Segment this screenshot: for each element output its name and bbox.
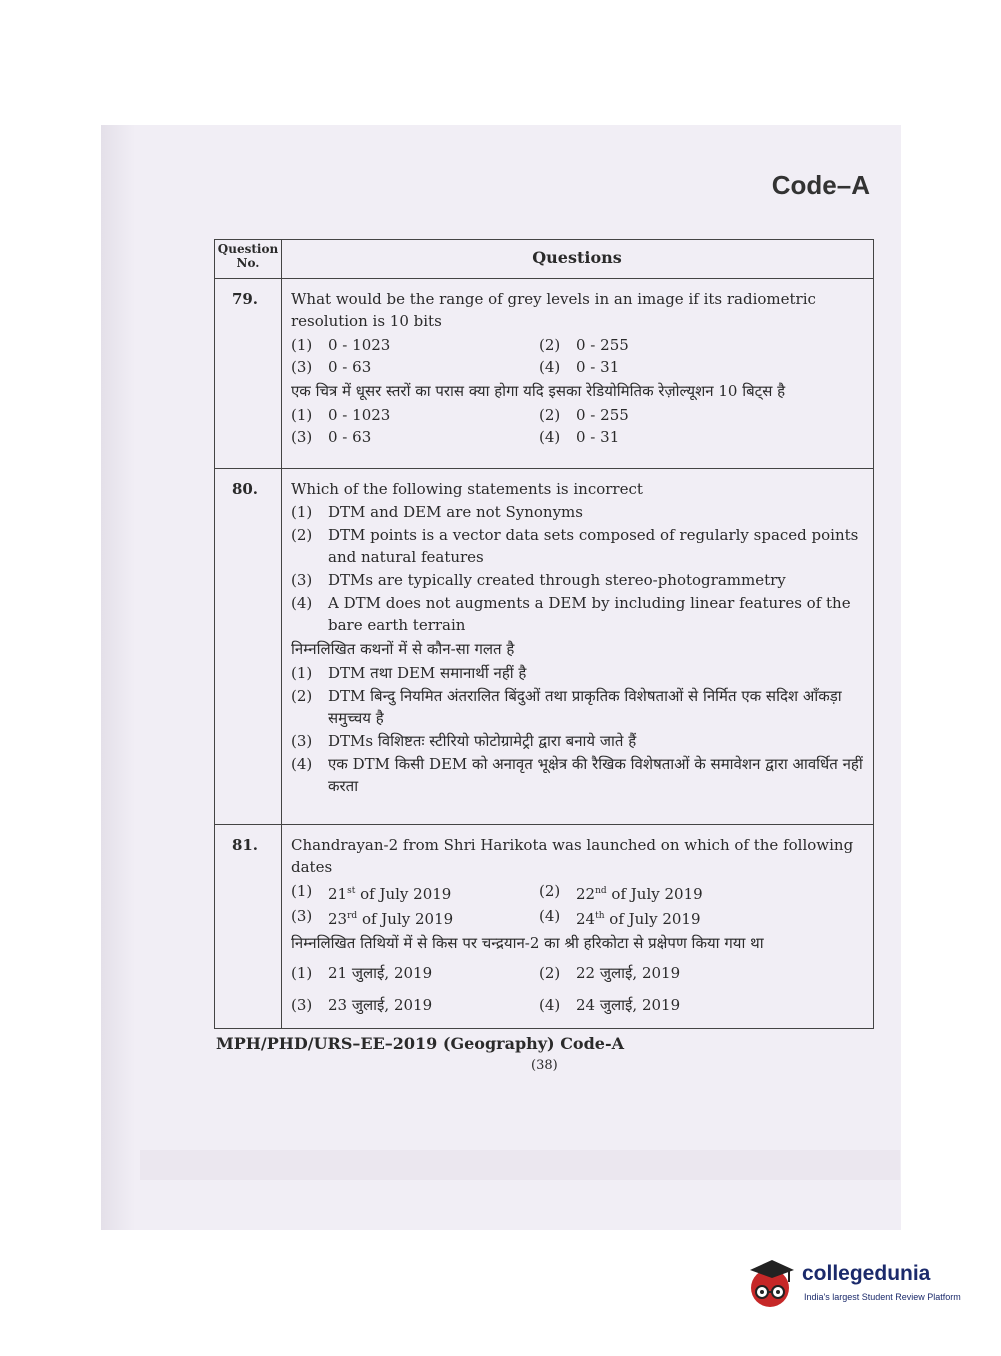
collegedunia-logo	[742, 1254, 972, 1314]
option: (2) DTM points is a vector data sets composed of regularly spaced points and natural features	[291, 526, 859, 566]
option: (2) DTM बिन्दु नियमित अंतरालित बिंदुओं तथा प्राकृतिक विशेषताओं से निर्मित एक सदिश आँकड़ा समुच्चय है	[291, 687, 842, 727]
option: (1) 21 जुलाई, 2019	[291, 964, 433, 982]
code-label: Code–A	[771, 170, 870, 200]
option: (4) 24 जुलाई, 2019	[539, 996, 681, 1014]
row-divider	[215, 824, 873, 825]
logo-tagline: India's largest Student Review Platform	[804, 1292, 961, 1302]
option: (1) 0 - 1023	[291, 406, 391, 424]
exam-footer: MPH/PHD/URS–EE–2019 (Geography) Code-A	[216, 1034, 625, 1053]
option: (4) एक DTM किसी DEM को अनावृत भूक्षेत्र की रैखिक विशेषताओं के समावेशन द्वारा आवर्धित नहीं करता	[291, 755, 863, 795]
question-text-hindi: निम्नलिखित कथनों में से कौन-सा गलत है	[291, 640, 515, 658]
question-text-hindi: निम्नलिखित तिथियों में से किस पर चन्द्रयान-2 का श्री हरिकोटा से प्रक्षेपण किया गया था	[291, 934, 764, 952]
row-divider	[215, 468, 873, 469]
question-number: 80.	[231, 480, 259, 498]
mascot-icon	[742, 1254, 800, 1312]
options-hindi	[291, 404, 867, 448]
option: (3) 23rd of July 2019	[291, 907, 454, 928]
option: (2) 22 जुलाई, 2019	[539, 964, 681, 982]
question-text: Which of the following statements is incorrect	[291, 480, 643, 498]
question-number: 79.	[231, 290, 259, 308]
options-english	[291, 334, 867, 378]
question-79	[291, 288, 867, 450]
logo-name: collegedunia	[802, 1262, 931, 1285]
options-english	[291, 880, 867, 930]
questions-table	[214, 239, 874, 1029]
page-fold-shadow	[101, 125, 135, 1230]
options-hindi	[291, 662, 867, 797]
option: (1) 21st of July 2019	[291, 882, 452, 903]
header-questions: Questions	[532, 248, 622, 267]
option: (2) 0 - 255	[539, 336, 629, 354]
question-text: What would be the range of grey levels in an image if its radiometric resolution is 10 bits	[291, 290, 816, 330]
option: (2) 22nd of July 2019	[539, 882, 703, 903]
header-divider	[215, 278, 873, 279]
column-divider	[281, 240, 282, 1028]
option: (3) DTMs are typically created through stereo-photogrammetry	[291, 571, 786, 589]
option: (4) 0 - 31	[539, 358, 620, 376]
option: (3) 23 जुलाई, 2019	[291, 996, 433, 1014]
question-text: Chandrayan-2 from Shri Harikota was launched on which of the following dates	[291, 836, 854, 876]
option: (4) A DTM does not augments a DEM by including linear features of the bare earth terrain	[291, 594, 851, 634]
question-80	[291, 478, 867, 798]
page-number: (38)	[531, 1058, 558, 1073]
options-hindi	[291, 962, 867, 1016]
option: (1) 0 - 1023	[291, 336, 391, 354]
option: (3) DTMs विशिष्टतः स्टीरियो फोटोग्रामेट्री द्वारा बनाये जाते हैं	[291, 732, 637, 750]
option: (4) 0 - 31	[539, 428, 620, 446]
question-number: 81.	[231, 836, 259, 854]
option: (1) DTM and DEM are not Synonyms	[291, 503, 583, 521]
option: (2) 0 - 255	[539, 406, 629, 424]
option: (3) 0 - 63	[291, 428, 372, 446]
option: (3) 0 - 63	[291, 358, 372, 376]
page-edge-shadow	[140, 1150, 900, 1180]
options-english	[291, 501, 867, 636]
question-text-hindi: एक चित्र में धूसर स्तरों का परास क्या होगा यदि इसका रेडियोमितिक रेज़ोल्यूशन 10 बिट्स है	[291, 382, 786, 400]
option: (1) DTM तथा DEM समानार्थी नहीं है	[291, 664, 527, 682]
option: (4) 24th of July 2019	[539, 907, 701, 928]
header-question-no: Question No.	[217, 242, 279, 270]
question-81	[291, 834, 867, 1018]
